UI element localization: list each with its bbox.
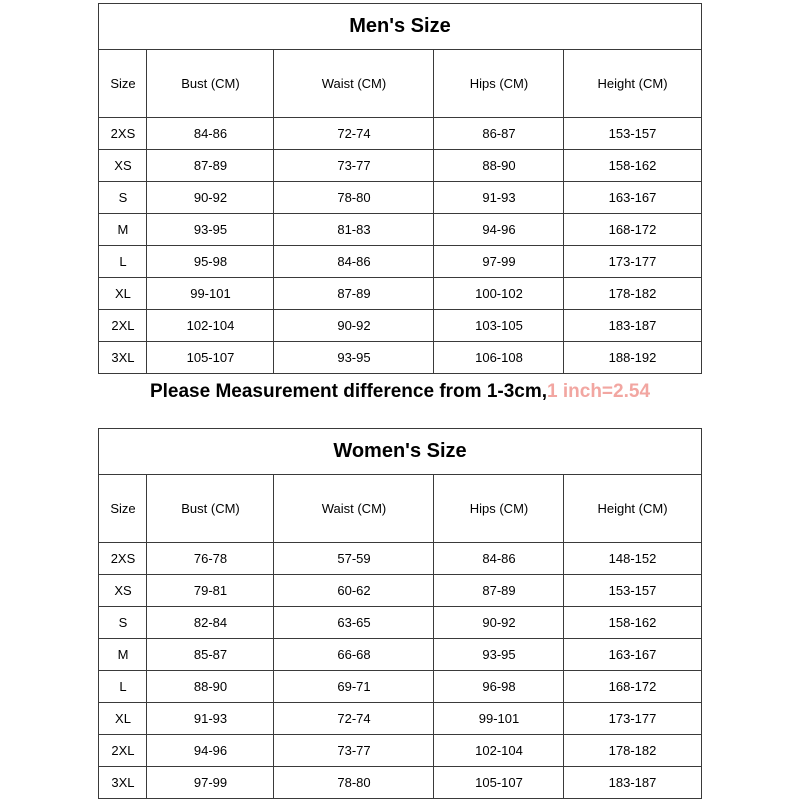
measurement-cell: 84-86 bbox=[274, 246, 434, 278]
table-title-row bbox=[99, 4, 701, 50]
measurement-cell: 87-89 bbox=[434, 575, 564, 607]
table-row bbox=[99, 214, 701, 246]
size-label-cell: M bbox=[99, 214, 147, 246]
measurement-cell: 102-104 bbox=[147, 310, 274, 342]
measurement-cell: 78-80 bbox=[274, 182, 434, 214]
measurement-cell: 69-71 bbox=[274, 671, 434, 703]
measurement-cell: 90-92 bbox=[274, 310, 434, 342]
size-label-cell: 2XS bbox=[99, 543, 147, 575]
measurement-cell: 73-77 bbox=[274, 735, 434, 767]
measurement-cell: 178-182 bbox=[564, 278, 701, 310]
measurement-cell: 163-167 bbox=[564, 639, 701, 671]
table-row bbox=[99, 118, 701, 150]
measurement-cell: 173-177 bbox=[564, 703, 701, 735]
table-row bbox=[99, 543, 701, 575]
measurement-cell: 73-77 bbox=[274, 150, 434, 182]
measurement-cell: 76-78 bbox=[147, 543, 274, 575]
column-header: Size bbox=[99, 475, 147, 543]
measurement-note bbox=[99, 374, 701, 428]
measurement-cell: 88-90 bbox=[147, 671, 274, 703]
table-row bbox=[99, 278, 701, 310]
size-label-cell: XL bbox=[99, 278, 147, 310]
table-header-row bbox=[99, 50, 701, 118]
table-row bbox=[99, 310, 701, 342]
measurement-cell: 84-86 bbox=[147, 118, 274, 150]
table-row bbox=[99, 671, 701, 703]
size-label-cell: 2XS bbox=[99, 118, 147, 150]
measurement-cell: 93-95 bbox=[274, 342, 434, 374]
measurement-cell: 97-99 bbox=[147, 767, 274, 799]
measurement-cell: 95-98 bbox=[147, 246, 274, 278]
table-title: Men's Size bbox=[99, 4, 701, 50]
column-header: Waist (CM) bbox=[274, 50, 434, 118]
table-header-row bbox=[99, 475, 701, 543]
table-row bbox=[99, 735, 701, 767]
measurement-cell: 66-68 bbox=[274, 639, 434, 671]
table-row bbox=[99, 246, 701, 278]
measurement-cell: 106-108 bbox=[434, 342, 564, 374]
measurement-cell: 79-81 bbox=[147, 575, 274, 607]
measurement-cell: 90-92 bbox=[434, 607, 564, 639]
measurement-cell: 72-74 bbox=[274, 703, 434, 735]
measurement-cell: 88-90 bbox=[434, 150, 564, 182]
size-label-cell: M bbox=[99, 639, 147, 671]
measurement-cell: 173-177 bbox=[564, 246, 701, 278]
measurement-cell: 100-102 bbox=[434, 278, 564, 310]
table-title: Women's Size bbox=[99, 429, 701, 475]
measurement-note-black-text: Please Measurement difference from 1-3cm, bbox=[149, 381, 548, 402]
size-label-cell: 3XL bbox=[99, 767, 147, 799]
table-row bbox=[99, 639, 701, 671]
table-row bbox=[99, 575, 701, 607]
table-row bbox=[99, 182, 701, 214]
measurement-cell: 84-86 bbox=[434, 543, 564, 575]
size-label-cell: L bbox=[99, 671, 147, 703]
measurement-cell: 78-80 bbox=[274, 767, 434, 799]
womens-size-table bbox=[98, 428, 701, 799]
table-row bbox=[99, 342, 701, 374]
measurement-cell: 81-83 bbox=[274, 214, 434, 246]
measurement-cell: 99-101 bbox=[434, 703, 564, 735]
measurement-cell: 153-157 bbox=[564, 118, 701, 150]
measurement-cell: 91-93 bbox=[434, 182, 564, 214]
measurement-cell: 72-74 bbox=[274, 118, 434, 150]
measurement-cell: 60-62 bbox=[274, 575, 434, 607]
measurement-cell: 153-157 bbox=[564, 575, 701, 607]
measurement-cell: 94-96 bbox=[434, 214, 564, 246]
mens-size-table bbox=[98, 3, 701, 374]
measurement-cell: 86-87 bbox=[434, 118, 564, 150]
size-label-cell: XS bbox=[99, 575, 147, 607]
measurement-cell: 105-107 bbox=[434, 767, 564, 799]
measurement-cell: 102-104 bbox=[434, 735, 564, 767]
measurement-cell: 87-89 bbox=[274, 278, 434, 310]
size-label-cell: L bbox=[99, 246, 147, 278]
measurement-cell: 63-65 bbox=[274, 607, 434, 639]
measurement-cell: 57-59 bbox=[274, 543, 434, 575]
column-header: Height (CM) bbox=[564, 475, 701, 543]
measurement-note-pink-text: 1 inch=2.54 bbox=[547, 381, 651, 402]
column-header: Height (CM) bbox=[564, 50, 701, 118]
column-header: Bust (CM) bbox=[147, 475, 274, 543]
measurement-cell: 93-95 bbox=[434, 639, 564, 671]
measurement-cell: 91-93 bbox=[147, 703, 274, 735]
size-label-cell: 2XL bbox=[99, 310, 147, 342]
table-row bbox=[99, 150, 701, 182]
column-header: Bust (CM) bbox=[147, 50, 274, 118]
size-label-cell: S bbox=[99, 182, 147, 214]
measurement-cell: 168-172 bbox=[564, 214, 701, 246]
measurement-cell: 103-105 bbox=[434, 310, 564, 342]
size-label-cell: 3XL bbox=[99, 342, 147, 374]
measurement-cell: 163-167 bbox=[564, 182, 701, 214]
size-label-cell: S bbox=[99, 607, 147, 639]
measurement-cell: 183-187 bbox=[564, 767, 701, 799]
measurement-cell: 178-182 bbox=[564, 735, 701, 767]
column-header: Size bbox=[99, 50, 147, 118]
measurement-cell: 188-192 bbox=[564, 342, 701, 374]
size-label-cell: 2XL bbox=[99, 735, 147, 767]
measurement-cell: 94-96 bbox=[147, 735, 274, 767]
measurement-cell: 168-172 bbox=[564, 671, 701, 703]
table-row bbox=[99, 607, 701, 639]
measurement-cell: 85-87 bbox=[147, 639, 274, 671]
table-row bbox=[99, 703, 701, 735]
column-header: Waist (CM) bbox=[274, 475, 434, 543]
measurement-cell: 183-187 bbox=[564, 310, 701, 342]
measurement-cell: 93-95 bbox=[147, 214, 274, 246]
measurement-cell: 90-92 bbox=[147, 182, 274, 214]
measurement-cell: 96-98 bbox=[434, 671, 564, 703]
measurement-cell: 148-152 bbox=[564, 543, 701, 575]
measurement-cell: 158-162 bbox=[564, 150, 701, 182]
measurement-cell: 82-84 bbox=[147, 607, 274, 639]
measurement-cell: 158-162 bbox=[564, 607, 701, 639]
table-row bbox=[99, 767, 701, 799]
measurement-cell: 105-107 bbox=[147, 342, 274, 374]
size-label-cell: XL bbox=[99, 703, 147, 735]
column-header: Hips (CM) bbox=[434, 475, 564, 543]
measurement-cell: 87-89 bbox=[147, 150, 274, 182]
column-header: Hips (CM) bbox=[434, 50, 564, 118]
size-label-cell: XS bbox=[99, 150, 147, 182]
table-title-row bbox=[99, 429, 701, 475]
measurement-cell: 97-99 bbox=[434, 246, 564, 278]
measurement-cell: 99-101 bbox=[147, 278, 274, 310]
